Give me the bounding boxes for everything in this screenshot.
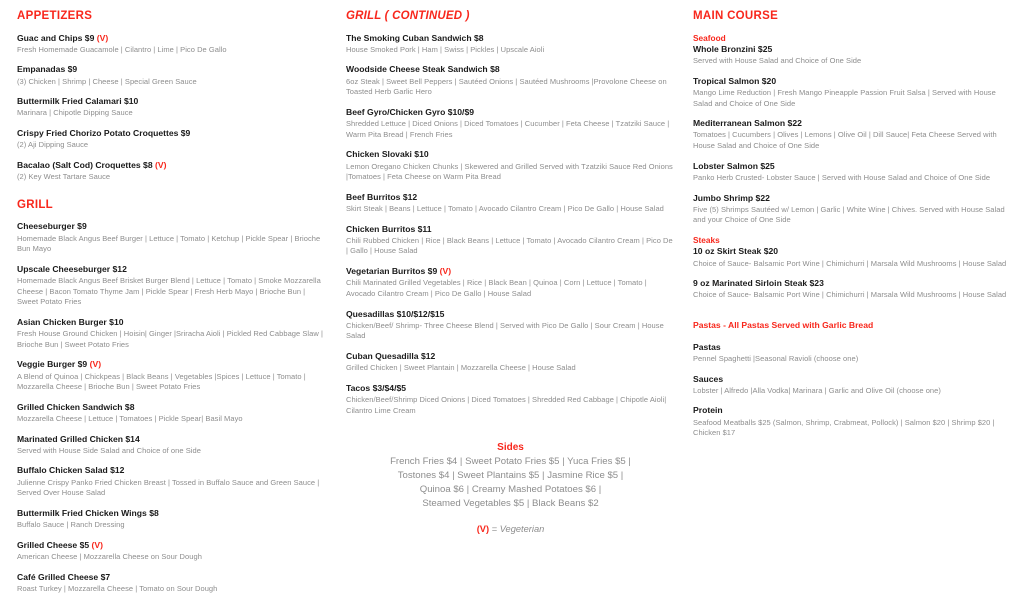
menu-item-name-text: Buttermilk Fried Calamari $10: [17, 96, 138, 106]
column-right: [685, 0, 1024, 583]
menu-item-name-text: Asian Chicken Burger $10: [17, 317, 124, 327]
menu-item: [693, 161, 1010, 184]
menu-item: [346, 351, 675, 374]
menu-item-description: Choice of Sauce- Balsamic Port Wine | Chimichurri | Marsala Wild Mushrooms | House Salad: [693, 259, 1010, 270]
menu-item-description: Homemade Black Angus Beef Burger | Lettuce | Tomato | Ketchup | Pickle Spear | Brioche Bun Mayo: [17, 234, 326, 255]
vegetarian-badge: (V): [155, 160, 166, 170]
pastas-list: [693, 342, 1010, 439]
menu-item-name: [346, 149, 675, 160]
sides-line: Quinoa $6 | Creamy Mashed Potatoes $6 |: [360, 483, 661, 497]
menu-item-name-text: Grilled Cheese $5: [17, 540, 89, 550]
menu-item: [693, 193, 1010, 226]
menu-item-name: [693, 246, 1010, 257]
menu-item-name-text: Jumbo Shrimp $22: [693, 193, 770, 203]
menu-item: [17, 465, 326, 498]
sides-line: Tostones $4 | Sweet Plantains $5 | Jasmine Rice $5 |: [360, 469, 661, 483]
appetizers-list: [17, 33, 326, 183]
menu-item-description: Panko Herb Crusted- Lobster Sauce | Served with House Salad and Choice of One Side: [693, 173, 1010, 184]
menu-item: [17, 572, 326, 594]
menu-item-description: 6oz Steak | Sweet Bell Peppers | Sautéed Onions | Sautéed Mushrooms |Provolone Cheese on Toasted Herb Garlic Hero: [346, 77, 675, 98]
menu-item: [17, 540, 326, 563]
menu-item-description: Fresh Homemade Guacamole | Cilantro | Lime | Pico De Gallo: [17, 45, 326, 56]
menu-item-name: [693, 342, 1010, 353]
menu-item-description: House Smoked Pork | Ham | Swiss | Pickles | Upscale Aioli: [346, 45, 675, 56]
menu-item: [17, 221, 326, 254]
menu-item-description: Seafood Meatballs $25 (Salmon, Shrimp, Crabmeat, Pollock) | Salmon $20 | Shrimp $20 | Chicken $17: [693, 418, 1010, 439]
menu-item-description: Fresh House Ground Chicken | Hoisin| Ginger |Sriracha Aioli | Pickled Red Cabbage Slaw | Brioche Bun | Sweet Potato Fries: [17, 329, 326, 350]
menu-item: [346, 266, 675, 299]
menu-item: [17, 160, 326, 183]
menu-item: [693, 118, 1010, 151]
menu-item-description: Mozzarella Cheese | Lettuce | Tomatoes | Pickle Spear| Basil Mayo: [17, 414, 326, 425]
menu-item-name: [17, 572, 326, 583]
menu-item-name: [17, 508, 326, 519]
menu-item-name-text: Cuban Quesadilla $12: [346, 351, 435, 361]
menu-item-name-text: 9 oz Marinated Sirloin Steak $23: [693, 278, 824, 288]
menu-item: [17, 264, 326, 308]
sides-title: Sides: [360, 442, 661, 453]
menu-item-name-text: Grilled Chicken Sandwich $8: [17, 402, 134, 412]
vegetarian-badge: (V): [90, 359, 101, 369]
menu-item-name-text: Chicken Burritos $11: [346, 224, 432, 234]
steaks-list: [693, 246, 1010, 301]
menu-item-name: [17, 33, 326, 44]
menu-item-name: [17, 160, 326, 171]
menu-item-description: Julienne Crispy Panko Fried Chicken Breast | Tossed in Buffalo Sauce and Green Sauce | Served Over House Salad: [17, 478, 326, 499]
section-title-main-course: MAIN COURSE: [693, 10, 1010, 23]
menu-item-name-text: Bacalao (Salt Cod) Croquettes $8: [17, 160, 153, 170]
menu-item: [346, 192, 675, 215]
vegetarian-key-mark: (V): [477, 524, 489, 534]
menu-item-description: Buffalo Sauce | Ranch Dressing: [17, 520, 326, 531]
menu-item: [346, 309, 675, 342]
sides-list: [360, 455, 661, 511]
menu-item-name: [17, 434, 326, 445]
menu-item-name-text: Cheeseburger $9: [17, 221, 87, 231]
grill-list: [17, 221, 326, 594]
menu-item-description: Lemon Oregano Chicken Chunks | Skewered and Grilled Served with Tzatziki Sauce Red Onions |Tomatoes | Feta Cheese on Warm Pita Bread: [346, 162, 675, 183]
menu-item-name: [17, 359, 326, 370]
section-title-grill: GRILL: [17, 199, 326, 212]
menu-item-name-text: Lobster Salmon $25: [693, 161, 775, 171]
menu-item-name: [346, 383, 675, 394]
menu-item-description: A Blend of Quinoa | Chickpeas | Black Beans | Vegetables |Spices | Lettuce | Tomato | Mozzarella Cheese | Brioche Bun | Sweet Potato Fries: [17, 372, 326, 393]
menu-item: [17, 434, 326, 457]
menu-item: [17, 402, 326, 425]
section-title-grill-continued: GRILL ( CONTINUED ): [346, 10, 675, 23]
vegetarian-badge: (V): [92, 540, 103, 550]
menu-item-name: [693, 405, 1010, 416]
menu-item: [17, 64, 326, 87]
menu-item-name: [346, 266, 675, 277]
menu-item-description: Lobster | Alfredo |Alla Vodka| Marinara | Garlic and Olive Oil (choose one): [693, 386, 1010, 397]
menu-item: [346, 33, 675, 56]
menu-item: [17, 359, 326, 392]
menu-item: [693, 76, 1010, 109]
menu-item-name-text: Empanadas $9: [17, 64, 77, 74]
menu-item-name-text: Crispy Fried Chorizo Potato Croquettes $9: [17, 128, 190, 138]
menu-item-name: [693, 278, 1010, 289]
menu-item-name-text: Buffalo Chicken Salad $12: [17, 465, 124, 475]
section-title-appetizers: APPETIZERS: [17, 10, 326, 23]
menu-item-name-text: Sauces: [693, 374, 723, 384]
menu-item-name: [17, 465, 326, 476]
menu-item-name-text: Beef Burritos $12: [346, 192, 417, 202]
menu-item-name-text: Veggie Burger $9: [17, 359, 87, 369]
menu-item: [17, 33, 326, 56]
menu-item-description: Grilled Chicken | Sweet Plantain | Mozzarella Cheese | House Salad: [346, 363, 675, 374]
menu-item-name: [346, 192, 675, 203]
menu-item: [346, 224, 675, 257]
menu-item: [17, 508, 326, 531]
menu-item-description: Pennel Spaghetti |Seasonal Ravioli (choose one): [693, 354, 1010, 365]
vegetarian-key: [360, 524, 661, 534]
sides-line: French Fries $4 | Sweet Potato Fries $5 | Yuca Fries $5 |: [360, 455, 661, 469]
menu-item-description: (3) Chicken | Shrimp | Cheese | Special Green Sauce: [17, 77, 326, 88]
column-middle: [340, 0, 685, 583]
menu-item: [693, 246, 1010, 269]
menu-item-name-text: Guac and Chips $9: [17, 33, 94, 43]
menu-item-description: (2) Key West Tartare Sauce: [17, 172, 326, 183]
vegetarian-badge: (V): [440, 266, 451, 276]
spacer: [693, 332, 1010, 342]
sides-block: [346, 442, 675, 534]
menu-item-name: [17, 221, 326, 232]
menu-item-name: [346, 107, 675, 118]
menu-item-name-text: Vegetarian Burritos $9: [346, 266, 437, 276]
spacer: [693, 310, 1010, 320]
menu-item: [346, 107, 675, 140]
menu-item-name-text: Chicken Slovaki $10: [346, 149, 429, 159]
menu-item-description: Skirt Steak | Beans | Lettuce | Tomato | Avocado Cilantro Cream | Pico De Gallo | House Salad: [346, 204, 675, 215]
menu-item-name: [346, 309, 675, 320]
menu-item-name-text: Pastas: [693, 342, 721, 352]
menu-item-description: Chicken/Beef/ Shrimp- Three Cheese Blend | Served with Pico De Gallo | Sour Cream | House Salad: [346, 321, 675, 342]
menu-item-name-text: Buttermilk Fried Chicken Wings $8: [17, 508, 159, 518]
menu-item-description: Tomatoes | Cucumbers | Olives | Lemons | Olive Oil | Dill Sauce| Feta Cheese Served with House Salad and Choice of One Side: [693, 130, 1010, 151]
menu-item-name: [346, 351, 675, 362]
menu-item-name-text: Mediterranean Salmon $22: [693, 118, 802, 128]
menu-item-description: Five (5) Shrimps Sautéed w/ Lemon | Garlic | White Wine | Chives. Served with House Salad and your Choice of One Side: [693, 205, 1010, 226]
menu-item-name: [693, 76, 1010, 87]
subsection-label-seafood: Seafood: [693, 33, 1010, 43]
subsection-label-steaks: Steaks: [693, 235, 1010, 245]
grill-continued-list: [346, 33, 675, 417]
menu-item: [693, 405, 1010, 438]
vegetarian-key-text: = Vegeterian: [489, 524, 544, 534]
menu-item-name-text: Tropical Salmon $20: [693, 76, 776, 86]
menu-item-description: Choice of Sauce- Balsamic Port Wine | Chimichurri | Marsala Wild Mushrooms | House Salad: [693, 290, 1010, 301]
menu-item-description: Chili Rubbed Chicken | Rice | Black Beans | Lettuce | Tomato | Avocado Cilantro Cream | Pico De | Gallo | House Salad: [346, 236, 675, 257]
menu-item-description: Roast Turkey | Mozzarella Cheese | Tomato on Sour Dough: [17, 584, 326, 594]
menu-item-name: [693, 44, 1010, 55]
spacer: [17, 192, 326, 199]
vegetarian-badge: (V): [97, 33, 108, 43]
menu-item-name: [346, 33, 675, 44]
menu-item-name: [693, 193, 1010, 204]
menu-item-name-text: The Smoking Cuban Sandwich $8: [346, 33, 484, 43]
menu-item-name-text: Café Grilled Cheese $7: [17, 572, 110, 582]
menu-item-name-text: Protein: [693, 405, 723, 415]
sides-line: Steamed Vegetables $5 | Black Beans $2: [360, 497, 661, 511]
menu-item-description: Shredded Lettuce | Diced Onions | Diced Tomatoes | Cucumber | Feta Cheese | Tzatziki Sauce | Warm Pita Bread | French Fries: [346, 119, 675, 140]
menu-item-name: [346, 224, 675, 235]
menu-item-name-text: Marinated Grilled Chicken $14: [17, 434, 140, 444]
menu-item-name: [693, 161, 1010, 172]
menu-item: [693, 278, 1010, 301]
menu-item-name: [17, 128, 326, 139]
menu-item-name-text: Quesadillas $10/$12/$15: [346, 309, 444, 319]
menu-item-name: [17, 402, 326, 413]
menu-item: [346, 383, 675, 416]
menu-item-name-text: Woodside Cheese Steak Sandwich $8: [346, 64, 500, 74]
menu-item: [693, 44, 1010, 67]
menu-item-description: (2) Aji Dipping Sauce: [17, 140, 326, 151]
menu-item-description: Chicken/Beef/Shrimp Diced Onions | Diced Tomatoes | Shredded Red Cabbage | Chipotle Aioli| Cilantro Lime Cream: [346, 395, 675, 416]
seafood-list: [693, 44, 1010, 226]
menu-item-description: Marinara | Chipotle Dipping Sauce: [17, 108, 326, 119]
menu-item: [17, 128, 326, 151]
menu-item: [693, 374, 1010, 397]
menu-item-name: [17, 317, 326, 328]
menu-item-name: [17, 540, 326, 551]
menu-item-description: Mango Lime Reduction | Fresh Mango Pineapple Passion Fruit Salsa | Served with House Salad and Choice of One Side: [693, 88, 1010, 109]
menu-item-name: [17, 64, 326, 75]
menu-item: [693, 342, 1010, 365]
menu-item-description: Served with House Side Salad and Choice of one Side: [17, 446, 326, 457]
menu-item: [17, 317, 326, 350]
menu-item-name: [693, 118, 1010, 129]
menu-item-name: [346, 64, 675, 75]
menu-item-name-text: 10 oz Skirt Steak $20: [693, 246, 778, 256]
menu-item-name-text: Upscale Cheeseburger $12: [17, 264, 127, 274]
menu-item-name: [17, 96, 326, 107]
menu-item-name-text: Tacos $3/$4/$5: [346, 383, 406, 393]
menu-item-name: [693, 374, 1010, 385]
menu-item-description: Served with House Salad and Choice of One Side: [693, 56, 1010, 67]
menu-item-name-text: Beef Gyro/Chicken Gyro $10/$9: [346, 107, 474, 117]
menu-item-name-text: Whole Bronzini $25: [693, 44, 772, 54]
menu-item-description: Chili Marinated Grilled Vegetables | Rice | Black Bean | Quinoa | Corn | Lettuce | Tomato | Avocado Cilantro Cream | Pico De Gallo | House Salad: [346, 278, 675, 299]
menu-item: [346, 64, 675, 97]
menu-item: [346, 149, 675, 182]
column-left: [0, 0, 340, 583]
menu-item-name: [17, 264, 326, 275]
subsection-label-pastas: Pastas - All Pastas Served with Garlic Bread: [693, 320, 1010, 331]
menu-item-description: American Cheese | Mozzarella Cheese on Sour Dough: [17, 552, 326, 563]
menu-item-description: Homemade Black Angus Beef Brisket Burger Blend | Lettuce | Tomato | Smoke Mozzarella Cheese | Bacon Tomato Thyme Jam | Pickle Spear | Fresh Herb Mayo | Brioche Bun | Sweet Potato Fries: [17, 276, 326, 308]
menu-item: [17, 96, 326, 119]
